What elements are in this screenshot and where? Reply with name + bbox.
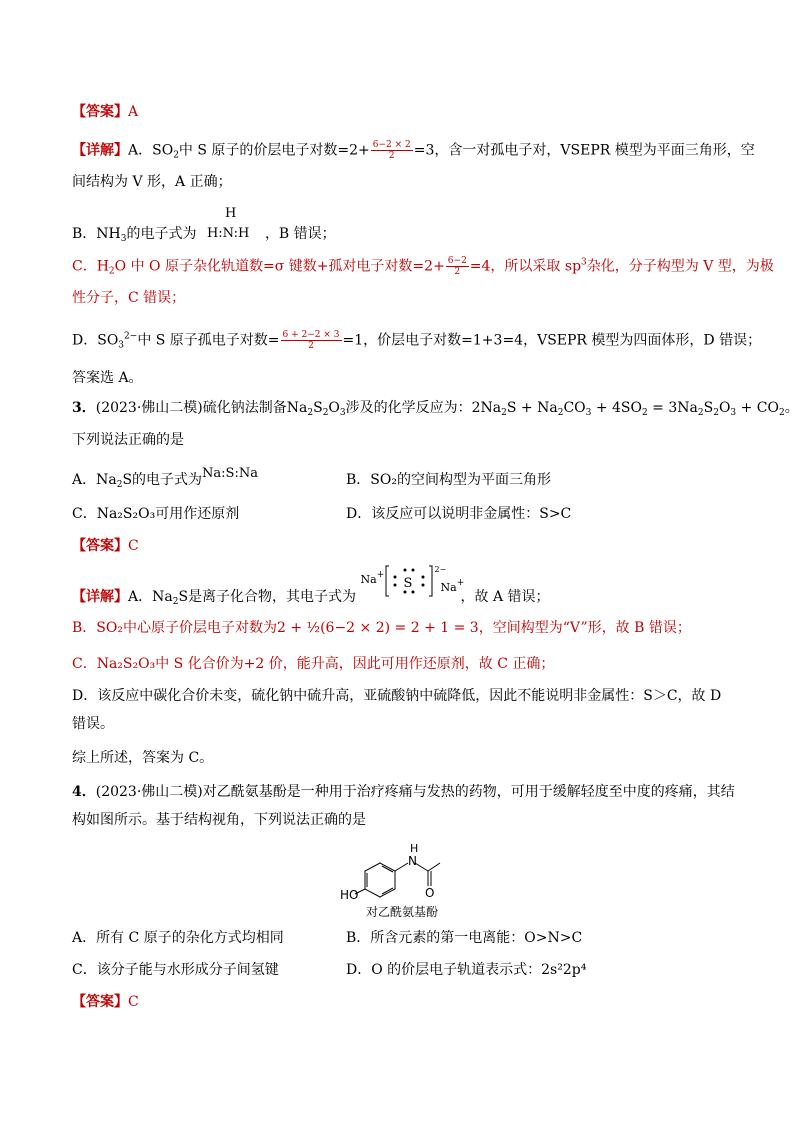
q3-answer-line: 【答案】C [72, 538, 139, 554]
q3-detail-b: B．SO₂中心原子价层电子对数为2 + ½(6−2 × 2) = 2 + 1 = 3，空间构型为“V”形，故 B 错误； [72, 620, 691, 636]
struct-o-label: O [425, 886, 435, 900]
q2-detail-b-text2: 的电子式为 [126, 226, 197, 242]
q4-option-c[interactable]: C．该分子能与水形成分子间氢键 [72, 962, 279, 978]
q3-detail-c: C．Na₂S₂O₃中 S 化合价为+2 价，能升高，因此可用作还原剂，故 C 正确； [72, 656, 555, 672]
q4-option-a[interactable]: A．所有 C 原子的杂化方式均相同 [72, 930, 284, 946]
q3-detail-d-cont: 错误。 [72, 716, 114, 732]
na2s-ionic-lewis: Na+ S 2− Na+ [360, 565, 465, 594]
answer-tag: 【答案】 [72, 104, 128, 120]
q2-detail-b: B．$NH_3$的电子式为 H H:N:H ，B 错误； [72, 206, 336, 244]
nh3-middle: H:N:H [206, 226, 250, 241]
q2-detail-a-cont: 间结构为 V 形，A 正确； [72, 174, 232, 190]
q3-detail-d: D．该反应中碳化合价未变，硫化钠中硫升高，亚硫酸钠中硫降低，因此不能说明非金属性：S＞C，故 D [72, 688, 722, 704]
q4-option-d[interactable]: D．O 的价层电子轨道表示式：2s²2p⁴ [346, 962, 587, 978]
nh3-top-h: H [224, 206, 237, 221]
q4-number: 4． [72, 784, 96, 800]
structure-caption: 对乙酰氨基酚 [366, 905, 439, 919]
fraction: $\frac{6-2 \times 2}{2}$ [372, 140, 411, 161]
struct-n-label: N [408, 854, 417, 868]
q2-detail-a: 【详解】A．$SO_2$中 S 原子的价层电子对数=2+ $\frac{6-2 \times 2}{2}$ =3，含一对孤电子对，VSEPR 模型为平面三角形，空 [72, 140, 755, 161]
q2-detail-b-text: B．NH [72, 226, 121, 242]
detail-tag: 【详解】 [72, 142, 128, 159]
q2-answer: A [128, 104, 139, 120]
struct-h-label: H [410, 842, 419, 855]
q4-stem: 4．(2023·佛山二模)对乙酰氨基酚是一种用于治疗疼痛与发热的药物，可用于缓解轻度至中度的疼痛，其结 [72, 784, 735, 800]
q3-option-a[interactable]: A．$Na_2S$的电子式为Na:S:Na [72, 466, 258, 490]
na2s-lewis: Na:S:Na [202, 466, 258, 481]
q3-option-c[interactable]: C．Na₂S₂O₃可用作还原剂 [72, 506, 240, 522]
q4-option-b[interactable]: B．所含元素的第一电离能：O>N>C [346, 930, 583, 946]
q2-detail-d: D．$SO_3^{2-}$中 S 原子孤电子对数= $\frac{6 + 2-2 \times 3}{2}$ =1，价层电子对数=1+3=4，VSEPR 模型为四面体形，D 错误； [72, 330, 762, 351]
q2-detail-c-cont: 性分子，C 错误； [72, 290, 186, 306]
q3-number: 3． [72, 400, 96, 416]
struct-ho-label: HO [340, 888, 359, 902]
q2-detail-a-text3: =3，含一对孤电子对，VSEPR 模型为平面三角形，空 [413, 142, 755, 159]
nh3-lewis-structure [205, 206, 261, 244]
q3-option-b[interactable]: B．SO₂的空间构型为平面三角形 [346, 472, 551, 488]
q4-answer-line: 【答案】C [72, 994, 139, 1010]
q3-option-d[interactable]: D．该反应可以说明非金属性：S>C [346, 506, 572, 522]
q2-conclusion: 答案选 A。 [72, 370, 143, 386]
q3-conclusion: 综上所述，答案为 C。 [72, 750, 214, 766]
q3-detail-a: 【详解】A．$Na_2S$是离子化合物，其电子式为 Na+ S 2− Na+ ，故 A 错误； [72, 580, 722, 614]
fraction: $\frac{6-2}{2}$ [447, 256, 467, 277]
q2-answer-line [72, 102, 722, 122]
q2-detail-a-text2: 中 S 原子的价层电子对数=2+ [178, 142, 370, 159]
q2-detail-a-text: A．SO [128, 142, 174, 159]
fraction: $\frac{6 + 2-2 \times 3}{2}$ [282, 330, 340, 351]
q2-detail-b-text3: ，B 错误； [264, 226, 336, 242]
q2-detail-c: C．$H_2O$ 中 O 原子杂化轨道数=σ 键数+孤对电子对数=2+ $\frac{6-2}{2}$ =4，所以采取 $sp^3$杂化，分子构型为 V 型，为极 [72, 256, 774, 277]
q3-stem-line2: 下列说法正确的是 [72, 432, 184, 448]
q4-stem-line2: 构如图所示。基于结构视角，下列说法正确的是 [72, 812, 366, 828]
q3-stem: 3．(2023·佛山二模)硫化钠法制备$Na_2S_2O_3$涉及的化学反应为：$2Na_2S + Na_2CO_3 + 4SO_2 = 3Na_2S_2O_3 + CO_2$。 [72, 400, 799, 418]
q3-answer: C [128, 538, 139, 554]
q4-answer: C [128, 994, 139, 1010]
